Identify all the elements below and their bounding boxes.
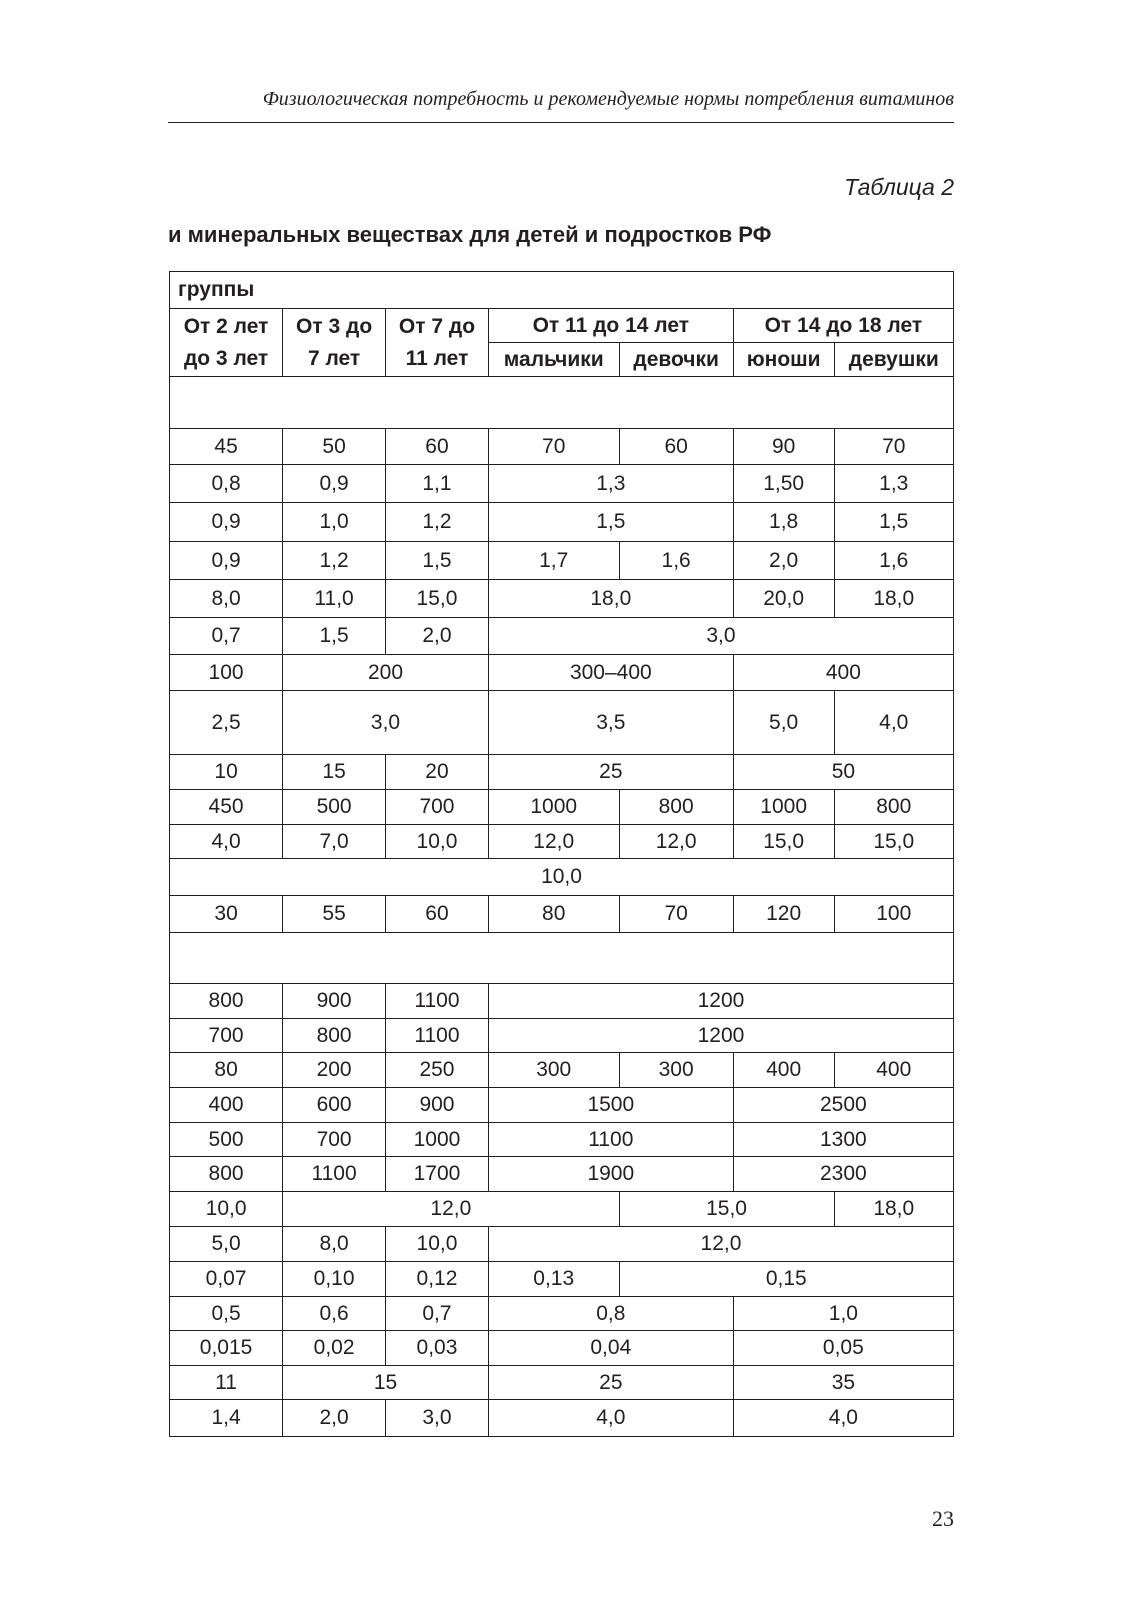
- table-cell: 0,10: [283, 1262, 386, 1297]
- table-cell: 0,05: [733, 1331, 953, 1366]
- table-row: [170, 1123, 954, 1157]
- table-cell: 2500: [733, 1088, 953, 1123]
- table-cell: 1900: [488, 1157, 733, 1192]
- table-caption: и минеральных веществах для детей и подростков РФ: [168, 222, 772, 247]
- table-cell: 5,0: [733, 691, 834, 755]
- page-number: 23: [932, 1506, 954, 1531]
- table-cell: 600: [283, 1088, 386, 1123]
- table-cell: 10,0: [386, 825, 489, 859]
- table-cell: 18,0: [834, 580, 953, 618]
- table-cell: 45: [170, 429, 283, 465]
- table-cell: 15,0: [386, 580, 489, 618]
- table-row: [170, 618, 954, 655]
- table-cell: 12,0: [488, 825, 619, 859]
- table-cell: 0,04: [488, 1331, 733, 1366]
- table-cell: 15: [283, 1366, 489, 1400]
- table-row: [170, 542, 954, 580]
- table-cell: 800: [283, 1019, 386, 1053]
- table-cell: 1,5: [488, 503, 733, 542]
- table-cell: 10,0: [386, 1227, 489, 1262]
- table-cell: 0,8: [170, 465, 283, 503]
- table-cell: 200: [283, 655, 489, 691]
- table-cell: 100: [834, 896, 953, 933]
- col-age-14-18: От 14 до 18 лет: [733, 309, 953, 343]
- table-cell: 300–400: [488, 655, 733, 691]
- table-cell: 4,0: [170, 825, 283, 859]
- table-cell: 1000: [733, 790, 834, 825]
- table-cell: 20: [386, 755, 489, 790]
- table-cell: 0,015: [170, 1331, 283, 1366]
- table-cell: 7,0: [283, 825, 386, 859]
- table-cell: 250: [386, 1053, 489, 1088]
- col-age-7-11: [386, 309, 489, 377]
- table-cell: 3,0: [488, 618, 953, 655]
- table-cell: 2,0: [733, 542, 834, 580]
- table-cell: 70: [488, 429, 619, 465]
- table-row: [170, 933, 954, 984]
- table-cell: [170, 933, 954, 984]
- table-cell: 300: [619, 1053, 733, 1088]
- table-cell: 1,1: [386, 465, 489, 503]
- col-age-3-7: [283, 309, 386, 377]
- table-cell: 1300: [733, 1123, 953, 1157]
- header-row-groups: [170, 272, 954, 309]
- table-cell: 4,0: [834, 691, 953, 755]
- table-cell: 700: [283, 1123, 386, 1157]
- table-row: [170, 1331, 954, 1366]
- table-cell: 80: [170, 1053, 283, 1088]
- table-row: [170, 1088, 954, 1123]
- running-head: Физиологическая потребность и рекомендуемые нормы потребления витаминов: [262, 88, 954, 110]
- col-age-7-11-line1: От 7 до: [398, 315, 476, 339]
- table-cell: 1,50: [733, 465, 834, 503]
- table-cell: 1,8: [733, 503, 834, 542]
- table-cell: 700: [170, 1019, 283, 1053]
- table-cell: 3,5: [488, 691, 733, 755]
- table-row: [170, 691, 954, 755]
- table-cell: 400: [733, 1053, 834, 1088]
- table-cell: 1100: [386, 1019, 489, 1053]
- table-cell: 1500: [488, 1088, 733, 1123]
- table-cell: 700: [386, 790, 489, 825]
- table-cell: 12,0: [488, 1227, 953, 1262]
- table-cell: 1,0: [733, 1297, 953, 1331]
- table-row: [170, 1366, 954, 1400]
- table-cell: 30: [170, 896, 283, 933]
- table-cell: 4,0: [733, 1400, 953, 1437]
- table-cell: 55: [283, 896, 386, 933]
- table-number: Таблица 2: [844, 174, 954, 200]
- table-cell: 11,0: [283, 580, 386, 618]
- table-cell: 1,3: [834, 465, 953, 503]
- table-cell: 2,5: [170, 691, 283, 755]
- table-cell: 80: [488, 896, 619, 933]
- table-cell: 1700: [386, 1157, 489, 1192]
- table-cell: 900: [386, 1088, 489, 1123]
- table-cell: 70: [834, 429, 953, 465]
- table-cell: 1,2: [283, 542, 386, 580]
- table-cell: 25: [488, 1366, 733, 1400]
- table-cell: 1100: [488, 1123, 733, 1157]
- table-cell: 10: [170, 755, 283, 790]
- table-cell: 1,0: [283, 503, 386, 542]
- table-cell: 4,0: [488, 1400, 733, 1437]
- table-cell: 1200: [488, 984, 953, 1019]
- table-cell: 3,0: [386, 1400, 489, 1437]
- table-cell: 450: [170, 790, 283, 825]
- table-row: [170, 984, 954, 1019]
- table-cell: 0,15: [619, 1262, 953, 1297]
- col-young-women: девушки: [834, 343, 953, 377]
- table-cell: 1200: [488, 1019, 953, 1053]
- table-cell: 10,0: [170, 1192, 283, 1227]
- table-row: [170, 1019, 954, 1053]
- table-cell: 70: [619, 896, 733, 933]
- table-cell: 15,0: [733, 825, 834, 859]
- table-cell: 1,6: [619, 542, 733, 580]
- table-row: [170, 1192, 954, 1227]
- table-cell: 15: [283, 755, 386, 790]
- table-cell: 0,07: [170, 1262, 283, 1297]
- table-cell: 0,8: [488, 1297, 733, 1331]
- col-age-2-3: [170, 309, 283, 377]
- table-cell: 3,0: [283, 691, 489, 755]
- table-cell: 60: [386, 429, 489, 465]
- table-body: [170, 377, 954, 1437]
- table-row: [170, 1262, 954, 1297]
- table-cell: 800: [170, 984, 283, 1019]
- col-youths: юноши: [733, 343, 834, 377]
- table-cell: 18,0: [834, 1192, 953, 1227]
- table-row: [170, 580, 954, 618]
- table-cell: 0,7: [386, 1297, 489, 1331]
- col-age-11-14: От 11 до 14 лет: [488, 309, 733, 343]
- col-age-2-3-line2: до 3 лет: [183, 346, 269, 370]
- groups-label: группы: [170, 272, 954, 309]
- table-cell: 0,13: [488, 1262, 619, 1297]
- table-cell: 300: [488, 1053, 619, 1088]
- table-row: [170, 1053, 954, 1088]
- table-cell: 800: [170, 1157, 283, 1192]
- table-cell: 15,0: [834, 825, 953, 859]
- table-cell: 0,03: [386, 1331, 489, 1366]
- table-cell: 900: [283, 984, 386, 1019]
- header-row-ages: [170, 309, 954, 343]
- table-row: [170, 825, 954, 859]
- table-cell: 400: [733, 655, 953, 691]
- table-cell: 35: [733, 1366, 953, 1400]
- table-cell: 0,5: [170, 1297, 283, 1331]
- col-age-2-3-line1: От 2 лет: [183, 315, 269, 339]
- table-cell: 50: [733, 755, 953, 790]
- table-cell: 60: [619, 429, 733, 465]
- header-rule: [168, 122, 954, 123]
- table-cell: 1,2: [386, 503, 489, 542]
- table-row: [170, 1297, 954, 1331]
- table-row: [170, 859, 954, 896]
- table-cell: 0,9: [283, 465, 386, 503]
- table-cell: 5,0: [170, 1227, 283, 1262]
- table-cell: 12,0: [619, 825, 733, 859]
- table-row: [170, 1227, 954, 1262]
- table-cell: 1100: [283, 1157, 386, 1192]
- table-cell: 0,12: [386, 1262, 489, 1297]
- table-cell: 0,6: [283, 1297, 386, 1331]
- col-age-3-7-line2: 7 лет: [307, 346, 361, 370]
- table-cell: 1,6: [834, 542, 953, 580]
- nutrition-norms-table: [169, 271, 954, 1437]
- table-cell: 1,5: [834, 503, 953, 542]
- table-cell: 500: [170, 1123, 283, 1157]
- table-cell: 11: [170, 1366, 283, 1400]
- table-cell: 2,0: [386, 618, 489, 655]
- table-cell: 1000: [386, 1123, 489, 1157]
- table-cell: 18,0: [488, 580, 733, 618]
- table-cell: 0,9: [170, 503, 283, 542]
- table-row: [170, 503, 954, 542]
- table-cell: 1,5: [283, 618, 386, 655]
- table-cell: 25: [488, 755, 733, 790]
- table-row: [170, 896, 954, 933]
- table-cell: 15,0: [619, 1192, 834, 1227]
- table-cell: 90: [733, 429, 834, 465]
- table-cell: 800: [619, 790, 733, 825]
- table-cell: 800: [834, 790, 953, 825]
- table-cell: 120: [733, 896, 834, 933]
- table-cell: 8,0: [283, 1227, 386, 1262]
- table-cell: 0,7: [170, 618, 283, 655]
- table-row: [170, 655, 954, 691]
- table-cell: 8,0: [170, 580, 283, 618]
- col-age-7-11-line2: 11 лет: [405, 346, 469, 370]
- table-cell: 1,7: [488, 542, 619, 580]
- table-cell: 100: [170, 655, 283, 691]
- table-row: [170, 1400, 954, 1437]
- table-cell: 400: [834, 1053, 953, 1088]
- table-cell: 10,0: [170, 859, 954, 896]
- table-cell: 2300: [733, 1157, 953, 1192]
- col-age-3-7-line1: От 3 до: [296, 315, 373, 339]
- table-cell: 0,9: [170, 542, 283, 580]
- table-cell: 1,4: [170, 1400, 283, 1437]
- table-cell: 20,0: [733, 580, 834, 618]
- table-cell: 200: [283, 1053, 386, 1088]
- table-row: [170, 1157, 954, 1192]
- table-cell: 12,0: [283, 1192, 619, 1227]
- table-cell: 0,02: [283, 1331, 386, 1366]
- table-cell: 400: [170, 1088, 283, 1123]
- table-cell: 500: [283, 790, 386, 825]
- table-row: [170, 377, 954, 429]
- table-row: [170, 755, 954, 790]
- table-cell: 60: [386, 896, 489, 933]
- table-cell: 50: [283, 429, 386, 465]
- table-row: [170, 790, 954, 825]
- table-cell: 1,5: [386, 542, 489, 580]
- table-cell: 1000: [488, 790, 619, 825]
- col-girls: девочки: [619, 343, 733, 377]
- table-row: [170, 465, 954, 503]
- table-cell: 1100: [386, 984, 489, 1019]
- col-boys: мальчики: [488, 343, 619, 377]
- table-cell: [170, 377, 954, 429]
- table-row: [170, 429, 954, 465]
- table-cell: 1,3: [488, 465, 733, 503]
- table-cell: 2,0: [283, 1400, 386, 1437]
